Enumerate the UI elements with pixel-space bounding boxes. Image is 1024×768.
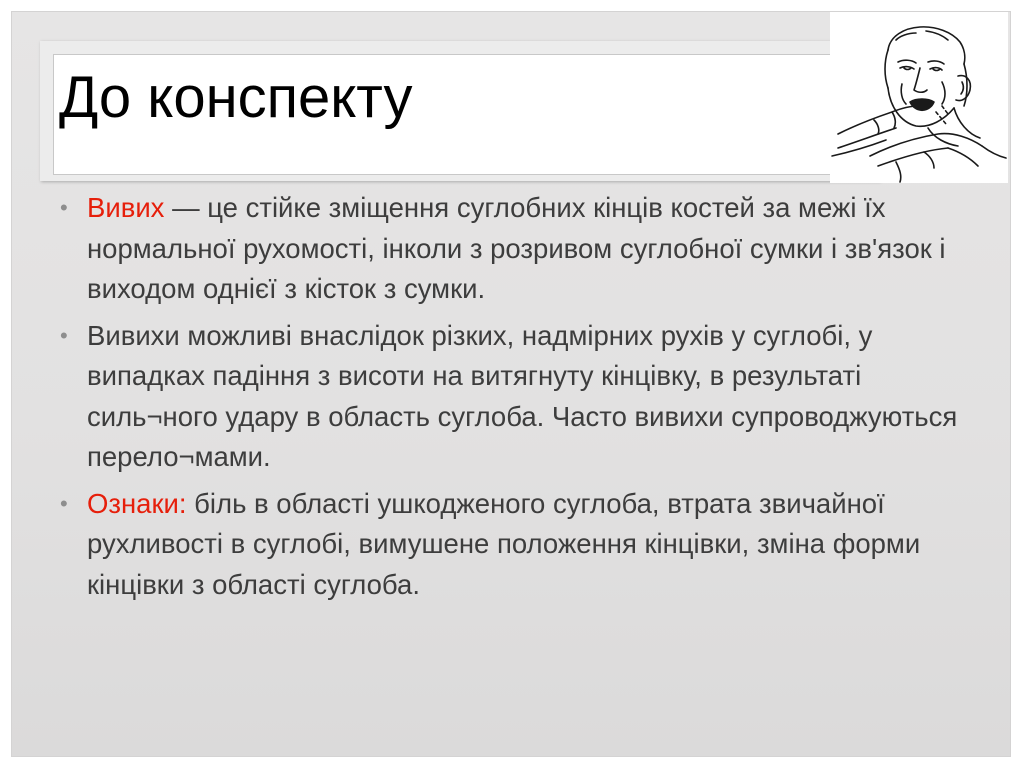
title-frame <box>40 41 880 181</box>
bullet-text: біль в області ушкодженого суглоба, втрата звичайної рухливості в суглобі, вимушене положення кінцівки, зміна форми кінцівки з області суглоба. <box>87 487 921 600</box>
bullet-text: — це стійке зміщення суглобних кінців костей за межі їх нормальної рухомості, інколи з розривом суглобної сумки і зв'язок і виходом однієї з кісток з сумки. <box>87 192 946 304</box>
bullet-dot: • <box>60 195 68 220</box>
bullet-dot: • <box>60 322 68 348</box>
list-item <box>60 188 978 310</box>
slide-title: До конспекту <box>59 65 413 130</box>
bullet-dot: • <box>60 490 68 516</box>
slide <box>12 12 1010 756</box>
term-highlight: Вивих <box>87 192 165 223</box>
list-item <box>60 484 978 606</box>
bullet-text: Вивихи можливі внаслідок різких, надмірних рухів у суглобі, у випадках падіння з висоти на витягнуту кінцівку, в результаті силь¬ного удару в область суглоба. Часто вивихи супроводжуються перело¬мами. <box>87 319 958 472</box>
bullet-list <box>60 188 978 611</box>
term-highlight: Ознаки: <box>87 487 187 519</box>
list-item <box>60 316 978 478</box>
title-box <box>53 54 880 175</box>
face-jaw-reduction-illustration-icon <box>830 12 1008 183</box>
